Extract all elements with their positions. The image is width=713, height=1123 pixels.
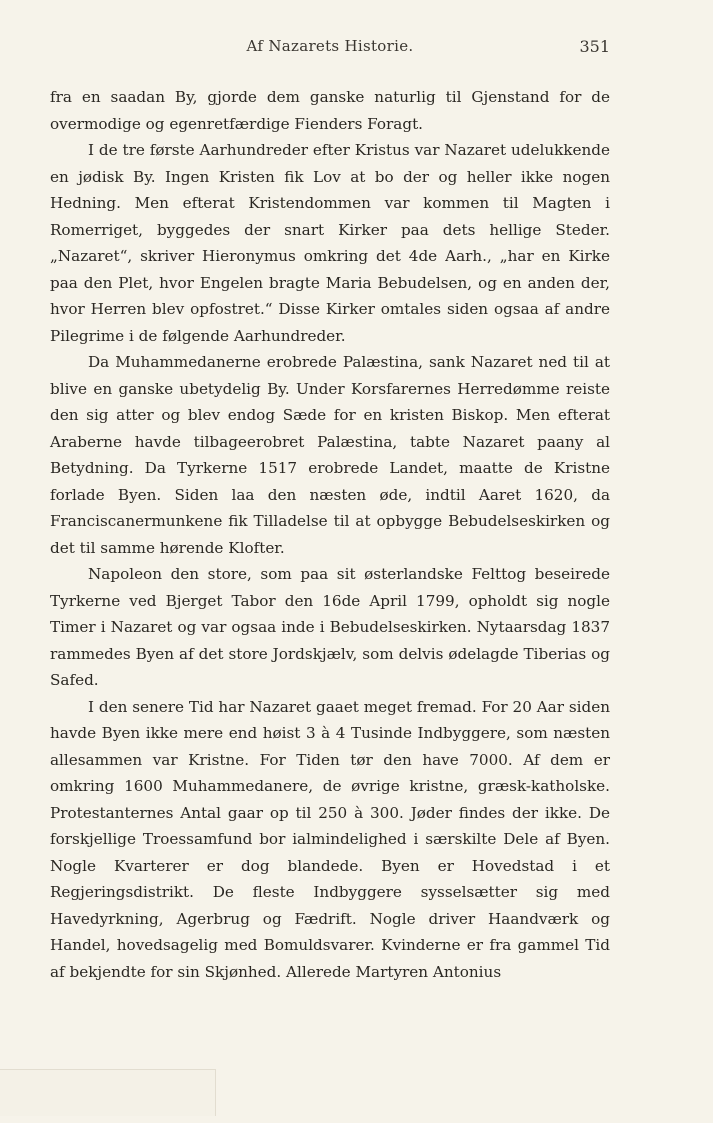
library-stamp-area — [0, 1069, 216, 1116]
paragraph: Napoleon den store, som paa sit østerlandske Felttog beseirede Tyrkerne ved Bjerget Tabor den 16de April 1799, opholdt sig nogle Timer i Nazaret og var ogsaa inde i Bebudelseskirken. Nytaarsdag 1837 rammedes Byen af det store Jordskjælv, som delvis ødelagde Tiberias og Safed. — [50, 565, 610, 689]
paragraph: fra en saadan By, gjorde dem ganske naturlig til Gjenstand for de overmodige og egenretfærdige Fienders Foragt. — [50, 88, 610, 133]
page-number: 351 — [579, 37, 610, 56]
paragraph: I den senere Tid har Nazaret gaaet meget fremad. For 20 Aar siden havde Byen ikke mere end høist 3 à 4 Tusinde Indbyggere, som næsten allesammen var Kristne. For Tiden tør den have 7000. Af dem er omkring 1600 Muhammedanere, de øvrige kristne, græsk-katholske. Protestanternes Antal gaar op til 250 à 300. Jøder findes der ikke. De forskjellige Troessamfund bor ialmindelighed i særskilte Dele af Byen. Nogle Kvarterer er dog blandede. Byen er Hovedstad i et Regjeringsdistrikt. De fleste Indbyggere sysselsætter sig med Havedyrkning, Agerbrug og Fædrift. Nogle driver Haandværk og Handel, hovedsagelig med Bomuldsvarer. Kvinderne er fra gammel Tid af bekjendte for sin Skjønhed. Allerede Martyren Antonius — [50, 697, 610, 981]
body-text — [50, 84, 610, 985]
page-header — [50, 37, 610, 57]
running-title: Af Nazarets Historie. — [246, 37, 414, 55]
paragraph: Da Muhammedanerne erobrede Palæstina, sank Nazaret ned til at blive en ganske ubetydelig By. Under Korsfarernes Herredømme reiste den sig atter og blev endog Sæde for en kristen Biskop. Men efterat Araberne havde tilbageerobret Palæstina, tabte Nazaret paany al Betydning. Da Tyrkerne 1517 erobrede Landet, maatte de Kristne forlade Byen. Siden laa den næsten øde, indtil Aaret 1620, da Franciscanermunkene fik Tilladelse til at opbygge Bebudelseskirken og det til samme hørende Klofter. — [50, 353, 610, 557]
paragraph: I de tre første Aarhundreder efter Kristus var Nazaret udelukkende en jødisk By. Ingen Kristen fik Lov at bo der og heller ikke nogen Hedning. Men efterat Kristendommen var kommen til Magten i Romerriget, byggedes der snart Kirker paa dets hellige Steder. „Nazaret“, skriver Hieronymus omkring det 4de Aarh., „har en Kirke paa den Plet, hvor Engelen bragte Maria Bebudelsen, og en anden der, hvor Herren blev opfostret.“ Disse Kirker omtales siden ogsaa af andre Pilegrime i de følgende Aarhundreder. — [50, 141, 610, 345]
